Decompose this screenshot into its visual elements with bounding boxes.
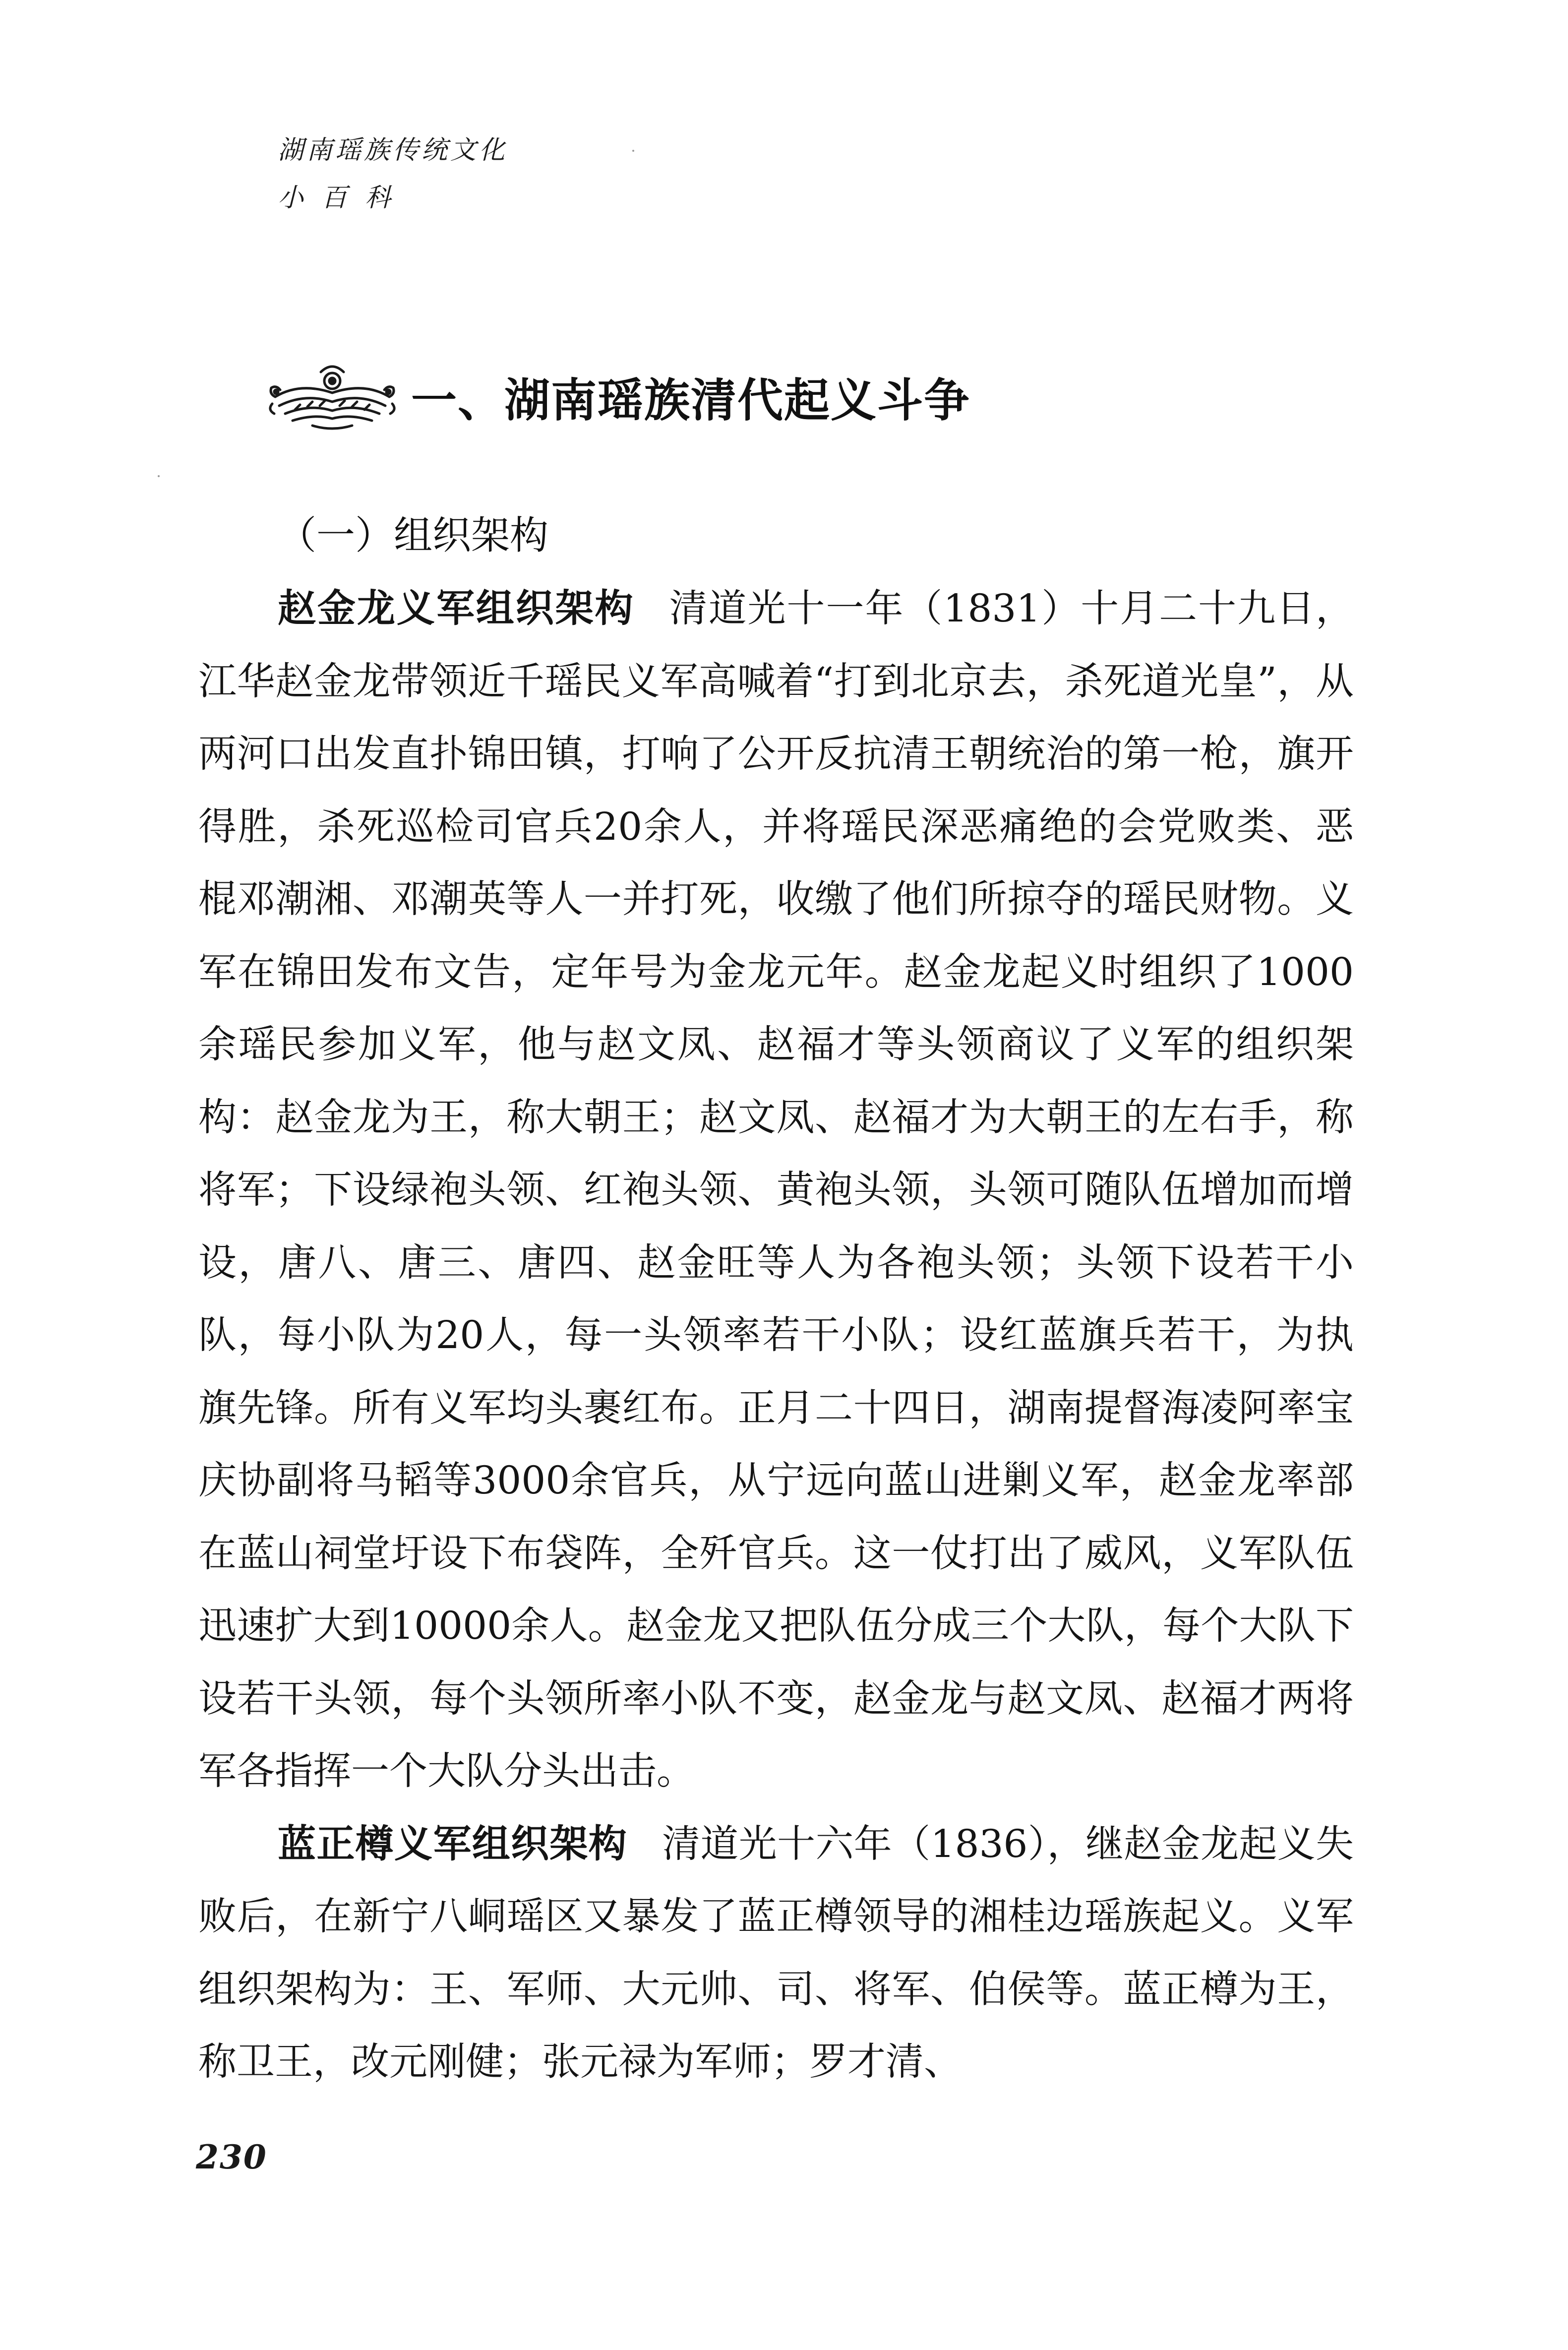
- body-text: [198, 573, 1354, 2099]
- run-in-heading: 蓝正樽义军组织架构: [278, 1822, 628, 1866]
- chapter-heading: [265, 360, 970, 434]
- paragraph-text: 清道光十一年（1831）十月二十九日，江华赵金龙带领近千瑶民义军高喊着“打到北京去，杀死道光皇”，从两河口出发直扑锦田镇，打响了公开反抗清王朝统治的第一枪，旗开得胜，杀死巡检司官兵20余人，并将瑶民深恶痛绝的会党败类、恶棍邓潮湘、邓潮英等人一并打死，收缴了他们所掠夺的瑶民财物。义军在锦田发布文告，定年号为金龙元年。赵金龙起义时组织了1000余瑶民参加义军，他与赵文凤、赵福才等头领商议了义军的组织架构：赵金龙为王，称大朝王；赵文凤、赵福才为大朝王的左右手，称将军；下设绿袍头领、红袍头领、黄袍头领，头领可随队伍增加而增设，唐八、唐三、唐四、赵金旺等人为各袍头领；头领下设若干小队，每小队为20人，每一头领率若干小队；设红蓝旗兵若干，为执旗先锋。所有义军均头裹红布。正月二十四日，湖南提督海凌阿率宝庆协副将马韬等3000余官兵，从宁远向蓝山进剿义军，赵金龙率部在蓝山祠堂圩设下布袋阵，全歼官兵。这一仗打出了威风，义军队伍迅速扩大到10000余人。赵金龙又把队伍分成三个大队，每个大队下设若干头领，每个头领所率小队不变，赵金龙与赵文凤、赵福才两将军各指挥一个大队分头出击。: [198, 587, 1354, 1793]
- page-number: 230: [196, 2138, 267, 2176]
- running-head: [278, 126, 508, 222]
- paragraph-text: 清道光十六年（1836），继赵金龙起义失败后，在新宁八峒瑶区又暴发了蓝正樽领导的湘桂边瑶族起义。义军组织架构为：王、军师、大元帅、司、将军、伯侯等。蓝正樽为王，称卫王，改元刚健；张元禄为军师；罗才清、: [198, 1822, 1354, 2084]
- dragon-ornament-icon: [265, 362, 399, 432]
- run-in-heading: 赵金龙义军组织架构: [278, 587, 635, 631]
- chapter-title: 一、湖南瑶族清代起义斗争: [411, 374, 971, 427]
- running-head-title: 湖南瑶族传统文化: [278, 135, 508, 165]
- section-heading: （一）组织架构: [278, 513, 549, 558]
- paragraph-lan-zhengzun: [198, 1808, 1354, 2099]
- scan-speck: [632, 150, 634, 152]
- scan-speck: [158, 475, 160, 477]
- running-head-subtitle: 小百科: [278, 183, 409, 213]
- paragraph-zhao-jinlong: [198, 573, 1354, 1808]
